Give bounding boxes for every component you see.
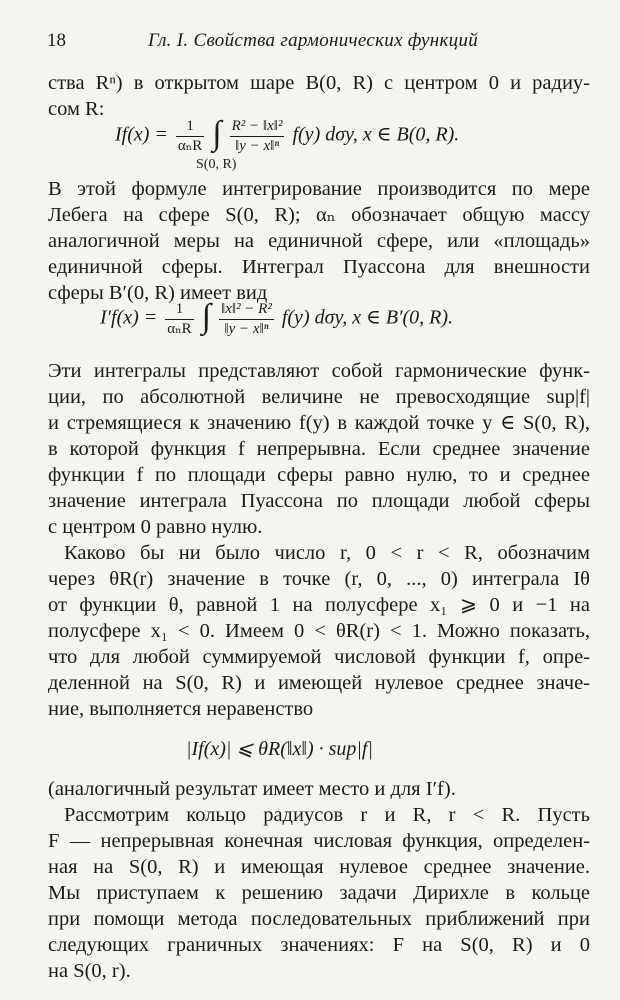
integral-domain: S(0, R)	[196, 157, 237, 172]
coefficient-fraction	[176, 118, 204, 155]
text-line: аналогичной меры на единичной сфере, или «площадь»	[48, 230, 590, 252]
text-line: что для любой суммируемой числовой функции f, опре-	[48, 646, 590, 668]
text-line: F — непрерывная конечная числовая функция, определен-	[48, 830, 590, 852]
integral-sign: ∫	[212, 115, 222, 152]
text-line: следующих граничных значениях: F на S(0, R) и 0	[48, 934, 590, 956]
formula-lhs: If(x) =	[115, 123, 168, 146]
fraction-denominator: αₙR	[167, 320, 192, 337]
formula-lhs: I′f(x) =	[100, 306, 158, 329]
text-line: полусфере x₁ < 0. Имеем 0 < θR(r) < 1. Можно показать,	[48, 620, 590, 642]
text-line: функции f по площади сферы равно нулю, то и среднее	[48, 464, 590, 486]
text-line: ние, выполняется неравенство	[48, 698, 314, 720]
kernel-fraction	[230, 118, 285, 155]
text-line: при помощи метода последовательных приближений при	[48, 908, 590, 930]
text-line: Эти интегралы представляют собой гармонические функ-	[48, 360, 590, 382]
text-line: (аналогичный результат имеет место и для I′f).	[48, 778, 456, 800]
fraction-numerator: R² − ‖x‖²	[230, 118, 285, 137]
text-line: через θR(r) значение в точке (r, 0, ..., 0) интеграла Iθ	[48, 568, 590, 590]
text-line: сферы B′(0, R) имеет вид	[48, 282, 268, 304]
fraction-numerator: ‖x‖² − R²	[219, 301, 274, 320]
fraction-numerator: 1	[165, 301, 193, 320]
text-line: ции, по абсолютной величине не превосходящие sup|f|	[48, 386, 590, 408]
fraction-denominator: ‖y − x‖ⁿ	[234, 137, 280, 154]
text-line: Лебега на сфере S(0, R); αₙ обозначает общую массу	[48, 204, 590, 226]
text-line: единичной сферы. Интеграл Пуассона для внешности	[48, 256, 590, 278]
text-line: Рассмотрим кольцо радиусов r и R, r < R. Пусть	[64, 804, 590, 826]
text-line: Каково бы ни было число r, 0 < r < R, обозначим	[64, 542, 590, 564]
text-line: сом R:	[48, 98, 105, 120]
page-number: 18	[47, 30, 66, 51]
inequality-formula: |If(x)| ⩽ θR(‖x‖) · sup|f|	[186, 738, 373, 760]
text-line: Мы приступаем к решению задачи Дирихле в кольце	[48, 882, 590, 904]
text-line: В этой формуле интегрирование производится по мере	[48, 178, 590, 200]
coefficient-fraction	[165, 301, 193, 338]
poisson-integral-formula	[115, 117, 459, 155]
text-line: значение интеграла Пуассона по площади любой сферы	[48, 490, 590, 512]
text-line: ства Rⁿ) в открытом шаре B(0, R) с центром 0 и радиу-	[48, 72, 590, 94]
fraction-numerator: 1	[176, 118, 204, 137]
text-line: в которой функция f непрерывна. Если среднее значение	[48, 438, 590, 460]
text-line: деленной на S(0, R) и имеющей нулевое среднее значе-	[48, 672, 590, 694]
running-title: Гл. I. Свойства гармонических функций	[148, 30, 479, 51]
text-line: от функции θ, равной 1 на полусфере x₁ ⩾ 0 и −1 на	[48, 594, 590, 616]
text-line: на S(0, r).	[48, 960, 131, 982]
fraction-denominator: αₙR	[177, 137, 203, 154]
exterior-poisson-formula	[100, 300, 453, 338]
text-line: с центром 0 равно нулю.	[48, 516, 263, 538]
integral-sign: ∫	[201, 298, 211, 335]
text-line: и стремящиеся к значению f(y) в каждой точке y ∈ S(0, R),	[48, 412, 590, 434]
kernel-fraction	[219, 301, 274, 338]
fraction-denominator: ‖y − x‖ⁿ	[224, 320, 269, 337]
text-line: ная на S(0, R) и имеющая нулевое среднее значение.	[48, 856, 590, 878]
formula-rhs: f(y) dσy, x ∈ B′(0, R).	[281, 306, 454, 329]
formula-rhs: f(y) dσy, x ∈ B(0, R).	[292, 123, 460, 146]
